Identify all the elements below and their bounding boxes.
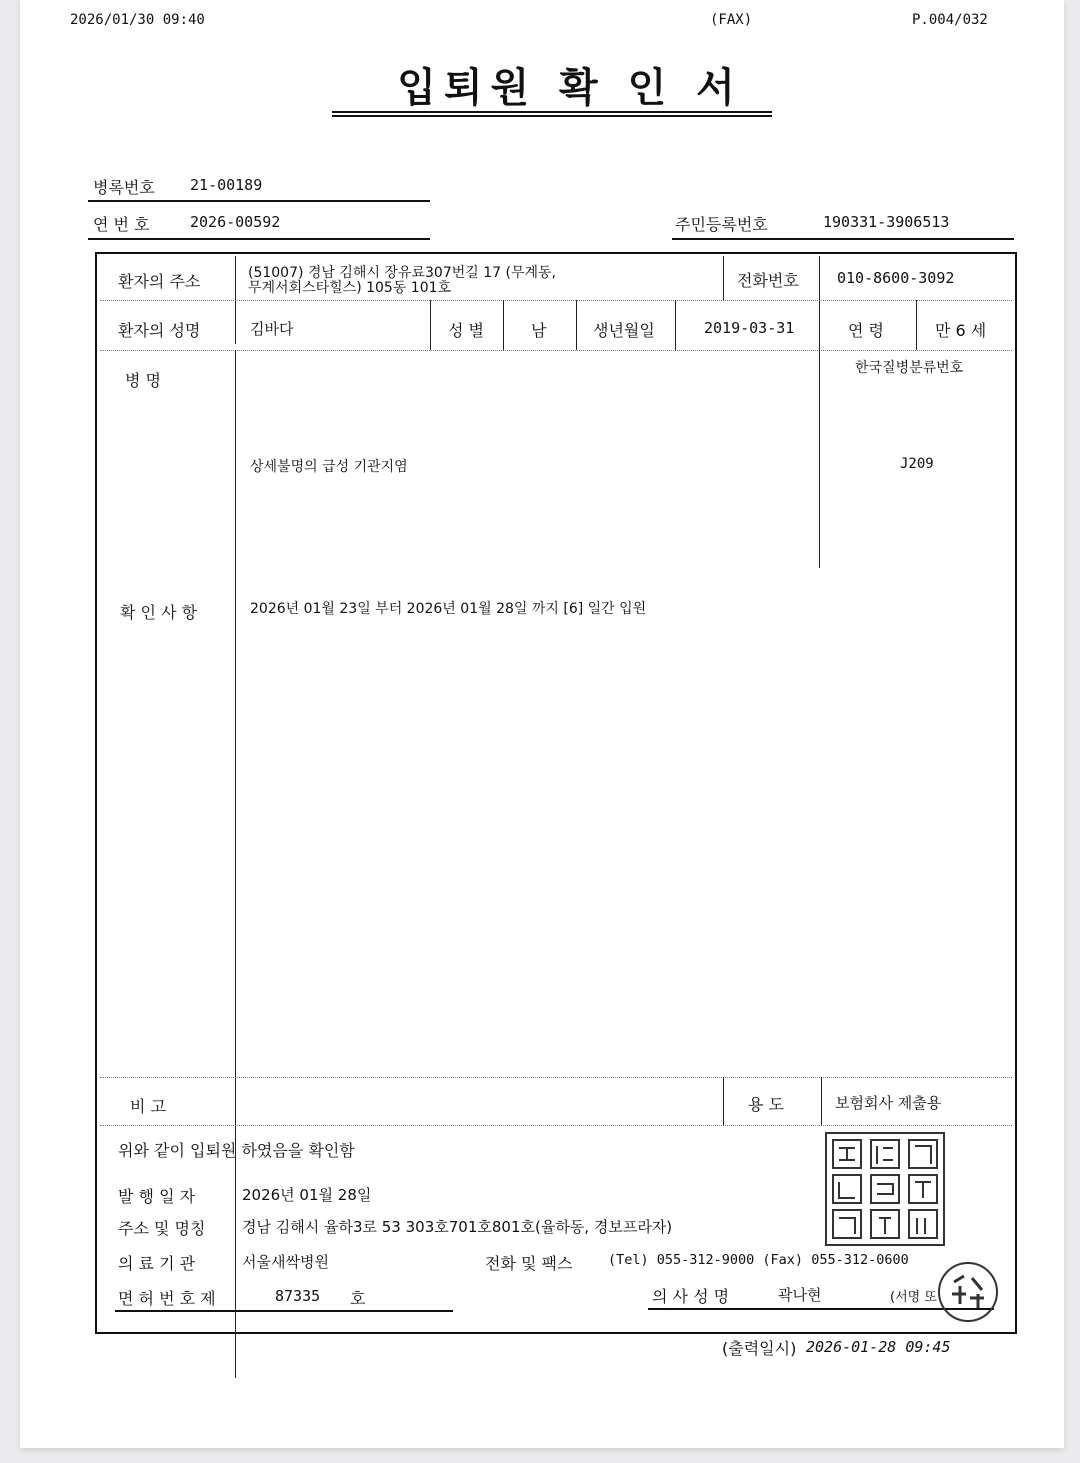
page-title: 입퇴원 확 인 서 [397, 65, 743, 111]
hospital-stamp-graphic [827, 1134, 943, 1244]
printed-label: (출력일시) [722, 1339, 797, 1358]
dob-divider-right [675, 300, 676, 350]
serial-no: 2026-00592 [190, 213, 281, 231]
chart-no: 21-00189 [190, 176, 263, 194]
name-label: 환자의 성명 [118, 321, 201, 340]
license-no: 87335 [275, 1287, 321, 1305]
phone: 010-8600-3092 [837, 269, 955, 287]
diagnosis-label: 병 명 [125, 371, 161, 390]
code-col-divider-lower [819, 350, 820, 568]
doctor-name: 곽나현 [778, 1286, 822, 1304]
sex-divider-right [503, 300, 504, 350]
sex-label: 성 별 [448, 321, 484, 340]
address-line2: 무계서회스타힐스) 105동 101호 [248, 280, 452, 296]
row-divider-1 [100, 300, 1012, 301]
license-label: 면 허 번 호 제 [118, 1289, 216, 1308]
phone-label: 전화번호 [737, 271, 799, 290]
signature-note: (서명 또 [890, 1290, 937, 1305]
chart-no-rule [88, 200, 430, 202]
row-divider-remarks [100, 1077, 1012, 1078]
remarks-label: 비 고 [130, 1097, 166, 1116]
confirmation-text: 2026년 01월 23일 부터 2026년 01월 28일 까지 [6] 일간 입원 [250, 601, 647, 617]
title-underline-2 [332, 115, 772, 117]
serial-no-label: 연 번 호 [93, 215, 150, 234]
institution: 서울새싹병원 [242, 1253, 329, 1271]
serial-no-rule [88, 238, 430, 240]
title-underline [332, 111, 772, 113]
sex-divider-left [430, 300, 431, 350]
institution-label: 의 료 기 관 [118, 1254, 196, 1273]
label-col-divider-lower [235, 350, 236, 1378]
dob-divider-left [576, 300, 577, 350]
printed-datetime: 2026-01-28 09:45 [806, 1338, 951, 1356]
age: 만 6 세 [935, 321, 987, 340]
diagnosis-name: 상세불명의 급성 기관지염 [250, 459, 408, 475]
doctor-seal [938, 1262, 998, 1322]
dob: 2019-03-31 [704, 319, 795, 337]
address-label: 환자의 주소 [118, 272, 201, 291]
tel-fax: (Tel) 055-312-9000 (Fax) 055-312-0600 [608, 1252, 909, 1268]
license-suffix: 호 [350, 1289, 366, 1308]
purpose-divider-left [723, 1077, 724, 1125]
statement: 위와 같이 입퇴원 하였음을 확인함 [118, 1141, 355, 1160]
sex: 남 [531, 321, 547, 340]
fax-label: (FAX) [710, 12, 753, 28]
license-rule [115, 1310, 453, 1312]
fax-page: P.004/032 [912, 12, 988, 28]
chart-no-label: 병록번호 [93, 178, 155, 197]
purpose: 보험회사 제출용 [835, 1094, 942, 1112]
issuer-addr-label: 주소 및 명칭 [118, 1219, 206, 1238]
rrn-label: 주민등록번호 [675, 215, 768, 234]
issuer-addr: 경남 김해시 율하3로 53 303호701호801호(율하동, 경보프라자) [242, 1218, 673, 1236]
rrn-rule [672, 238, 1014, 240]
hospital-stamp [825, 1132, 945, 1246]
dob-label: 생년월일 [593, 321, 655, 340]
purpose-label: 용 도 [748, 1095, 784, 1114]
row-divider-statement [100, 1125, 1012, 1126]
rrn: 190331-3906513 [823, 213, 950, 231]
issue-date-label: 발 행 일 자 [118, 1187, 196, 1206]
diagnosis-code: J209 [900, 456, 934, 472]
document-sheet [20, 0, 1064, 1448]
issue-date: 2026년 01월 28일 [242, 1186, 372, 1204]
confirmation-label: 확 인 사 항 [120, 603, 198, 622]
address-line1: (51007) 경남 김해시 장유료307번길 17 (무계동, [248, 265, 556, 281]
doctor-label: 의 사 성 명 [652, 1287, 730, 1306]
fax-datetime: 2026/01/30 09:40 [70, 12, 205, 28]
age-divider [916, 300, 917, 350]
doctor-seal-graphic [940, 1264, 996, 1320]
tel-label: 전화 및 팩스 [485, 1254, 573, 1273]
patient-name: 김바다 [250, 320, 294, 338]
phone-divider [723, 256, 724, 300]
kcd-label: 한국질병분류번호 [855, 360, 964, 376]
row-divider-2 [100, 350, 1012, 351]
age-label: 연 령 [848, 321, 884, 340]
purpose-divider-right [821, 1077, 822, 1125]
